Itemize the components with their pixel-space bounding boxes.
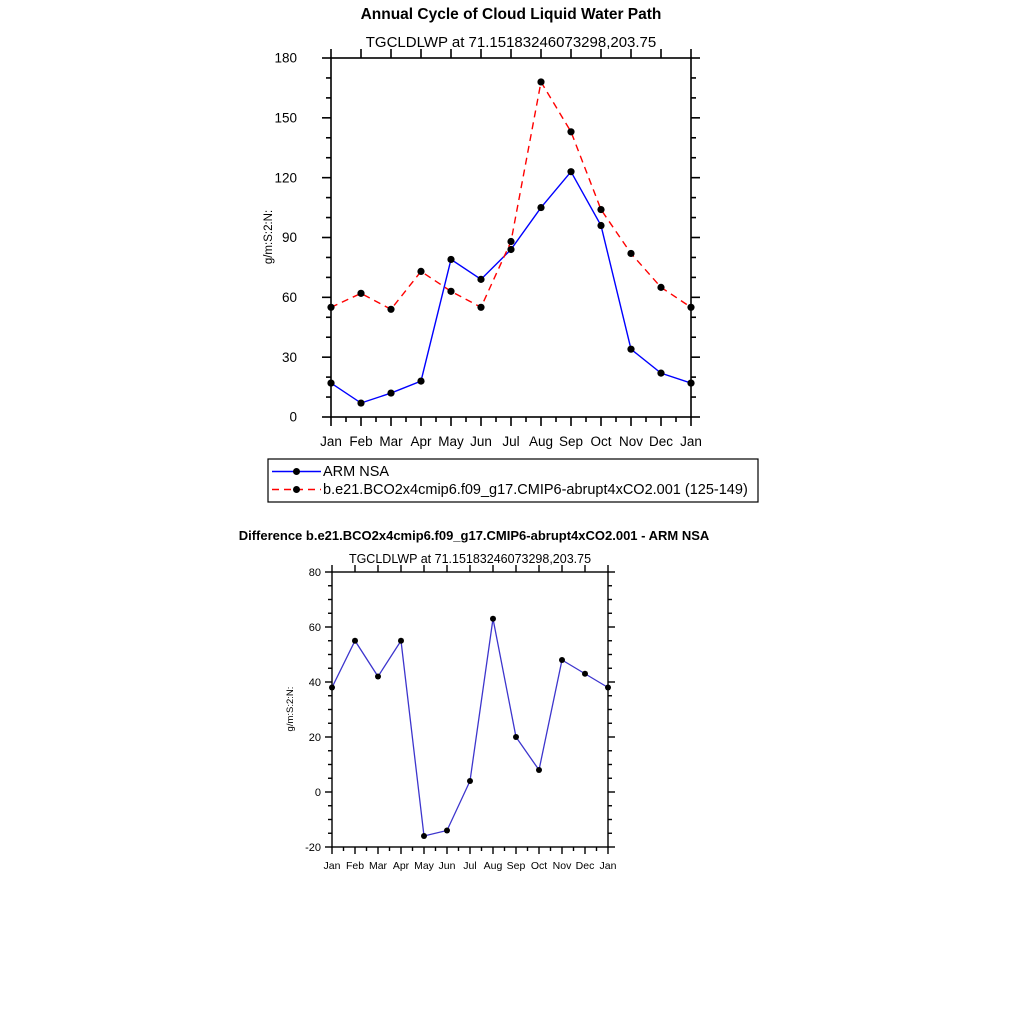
x-tick-label: Dec (575, 860, 595, 872)
data-point-marker (507, 246, 514, 253)
data-point-marker (417, 378, 424, 385)
legend-label-model: b.e21.BCO2x4cmip6.f09_g17.CMIP6-abrupt4xCO2.001 (125-149) (323, 482, 748, 498)
bottom-chart-title: Difference b.e21.BCO2x4cmip6.f09_g17.CMIP6-abrupt4xCO2.001 - ARM NSA (238, 528, 710, 543)
series-line-0 (332, 619, 608, 836)
x-tick-label: Jan (680, 434, 702, 449)
x-tick-label: Sep (506, 860, 526, 872)
data-point-marker (477, 276, 484, 283)
data-point-marker (507, 238, 514, 245)
legend-sample-marker-0 (293, 468, 300, 475)
y-tick-label: 0 (314, 786, 321, 799)
legend (268, 459, 758, 502)
data-point-marker (329, 685, 335, 691)
x-tick-label: Sep (558, 434, 584, 449)
y-tick-label: -20 (305, 841, 321, 854)
data-point-marker (387, 389, 394, 396)
data-point-marker (582, 671, 588, 677)
data-point-marker (537, 204, 544, 211)
y-tick-label: 30 (281, 349, 297, 365)
data-point-marker (657, 284, 664, 291)
y-tick-label: 40 (308, 676, 321, 689)
data-point-marker (421, 833, 427, 839)
top-chart-plot (274, 49, 701, 449)
top-chart-subtitle: TGCLDLWP at 71.15183246073298,203.75 (365, 34, 657, 51)
y-tick-label: 80 (308, 566, 321, 579)
data-point-marker (357, 399, 364, 406)
bottom-chart-subtitle: TGCLDLWP at 71.15183246073298,203.75 (348, 552, 592, 566)
y-tick-label: 150 (274, 110, 297, 126)
bottom-y-axis-label: g/m:S:2:N: (285, 686, 296, 732)
x-tick-label: Aug (528, 434, 554, 449)
x-tick-label: Feb (349, 434, 373, 449)
y-tick-label: 90 (281, 230, 297, 246)
y-tick-label: 180 (274, 50, 297, 66)
data-point-marker (513, 734, 519, 740)
x-tick-label: Nov (618, 434, 644, 449)
data-point-marker (537, 78, 544, 85)
data-point-marker (375, 674, 381, 680)
data-point-marker (559, 657, 565, 663)
data-point-marker (490, 616, 496, 622)
y-tick-label: 60 (281, 290, 297, 306)
legend-label-arm-nsa: ARM NSA (323, 464, 390, 480)
y-tick-label: 60 (308, 621, 321, 634)
legend-sample-marker-1 (293, 486, 300, 493)
x-tick-label: Oct (590, 434, 612, 449)
data-point-marker (447, 256, 454, 263)
data-point-marker (327, 379, 334, 386)
y-tick-label: 20 (308, 731, 321, 744)
data-point-marker (398, 638, 404, 644)
x-tick-label: Feb (345, 860, 365, 872)
x-tick-label: Jul (502, 434, 520, 449)
x-tick-label: Jul (463, 860, 477, 872)
data-point-marker (447, 288, 454, 295)
data-point-marker (477, 304, 484, 311)
x-tick-label: Dec (648, 434, 674, 449)
x-tick-label: Apr (392, 860, 410, 872)
data-point-marker (567, 128, 574, 135)
data-point-marker (687, 379, 694, 386)
bottom-chart-plot (305, 565, 617, 872)
x-tick-label: Nov (552, 860, 572, 872)
data-point-marker (467, 778, 473, 784)
axis-frame (331, 58, 691, 417)
data-point-marker (417, 268, 424, 275)
data-point-marker (327, 304, 334, 311)
x-tick-label: Jan (320, 434, 342, 449)
series-line-0 (331, 172, 691, 403)
x-tick-label: Jun (470, 434, 492, 449)
x-tick-label: Jan (599, 860, 617, 872)
data-point-marker (444, 828, 450, 834)
x-tick-label: May (414, 860, 434, 872)
y-tick-label: 0 (289, 409, 297, 425)
series-line-1 (331, 82, 691, 309)
data-point-marker (605, 685, 611, 691)
legend-samples (272, 468, 321, 493)
x-tick-label: Jan (323, 860, 341, 872)
data-point-marker (657, 370, 664, 377)
data-point-marker (627, 346, 634, 353)
x-tick-label: May (438, 434, 464, 449)
axis-frame (332, 572, 608, 847)
x-tick-label: Mar (379, 434, 403, 449)
data-point-marker (352, 638, 358, 644)
top-y-axis-label: g/m:S:2:N: (263, 209, 275, 265)
x-tick-label: Apr (410, 434, 432, 449)
x-tick-label: Jun (438, 860, 456, 872)
data-point-marker (536, 767, 542, 773)
data-point-marker (387, 306, 394, 313)
data-point-marker (627, 250, 634, 257)
data-point-marker (597, 222, 604, 229)
x-tick-label: Mar (368, 860, 388, 872)
data-point-marker (357, 290, 364, 297)
data-point-marker (687, 304, 694, 311)
x-tick-label: Oct (530, 860, 548, 872)
data-point-marker (567, 168, 574, 175)
x-tick-label: Aug (483, 860, 503, 872)
y-tick-label: 120 (274, 170, 297, 186)
top-chart-title: Annual Cycle of Cloud Liquid Water Path (360, 6, 662, 23)
data-point-marker (597, 206, 604, 213)
